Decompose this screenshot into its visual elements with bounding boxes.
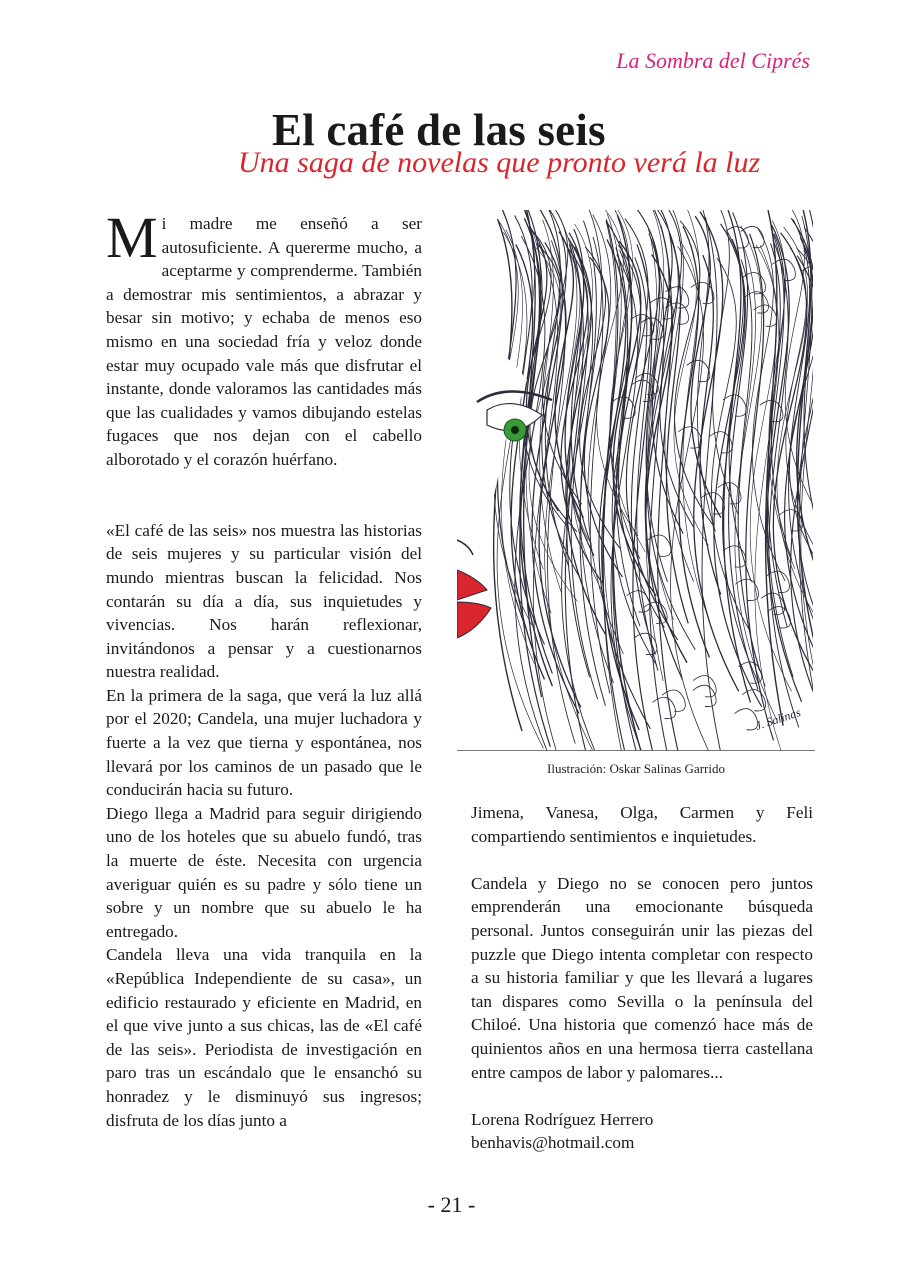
hair-curl <box>741 226 764 247</box>
hair-curl <box>754 305 777 326</box>
illustration-rule <box>457 750 815 751</box>
author-email: benhavis@hotmail.com <box>471 1133 635 1153</box>
author-name: Lorena Rodríguez Herrero <box>471 1109 654 1129</box>
artist-signature: J. Salinas <box>753 705 803 733</box>
hair-strand <box>738 242 765 686</box>
hair-curl <box>723 395 746 416</box>
hair-strand <box>773 233 813 691</box>
page-number: - 21 - <box>427 1192 476 1217</box>
paragraph-5-continued: Jimena, Vanesa, Olga, Carmen y Feli compartiendo sentimientos e inquietudes. <box>471 803 813 846</box>
drop-cap: M <box>106 205 158 270</box>
right-column <box>471 801 813 1155</box>
hair-drawing <box>494 210 813 750</box>
paragraph-5: Candela lleva una vida tranquila en la «República Independiente de su casa», un edificio restaurado y eficiente en Madrid, en el que vive junto a sus chicas, las de «El café de las seis». Periodista de investigación en paro tras un escándalo que le ensanchó su honradez y le disminuyó sus ingresos; disfruta de los días junto a <box>106 945 422 1130</box>
hair-strand <box>501 230 534 664</box>
hair-curl <box>691 282 714 303</box>
article-title: El café de las seis <box>272 105 606 155</box>
hair-curl <box>662 690 685 711</box>
paragraph-6: Candela y Diego no se conocen pero juntos emprenderán una emocionante búsqueda personal. Juntos conseguirán unir las piezas del puzzle que Diego intenta completar con respecto a su historia familiar y que les llevará a lugares tan dispares como Sevilla o la península del Chiloé. Una historia que comenzó hace más de quinientos años en una hermosa tierra castellana entre campos de labor y palomares... <box>471 873 813 1082</box>
hair-curl <box>652 697 675 718</box>
magazine-header: La Sombra del Ciprés <box>616 48 810 73</box>
upper-lip <box>457 570 487 600</box>
hair-curl <box>634 633 657 654</box>
article-subtitle: Una saga de novelas que pronto verá la luz <box>238 146 761 179</box>
illustration-caption: Ilustración: Oskar Salinas Garrido <box>547 761 725 776</box>
illustration <box>457 210 813 750</box>
left-column <box>106 205 422 1132</box>
paragraph-4: Diego llega a Madrid para seguir dirigiendo uno de los hoteles que su abuelo fundó, tras la muerte de éste. Necesita con urgencia averiguar quién es su padre y sólo tiene un sobre y un nombre que su abuelo le ha entregado. <box>106 803 422 941</box>
intro-text: i madre me enseñó a ser autosuficiente. A quererme mucho, a aceptarme y comprenderme. También a demostrar mis sentimientos, a abrazar y besar sin motivo; y echaba de menos eso mismo en una sociedad fría y veloz donde estar muy ocupado vale más que disfrutar el instante, donde valoramos las cantidades más que las cualidades y vamos dibujando estelas fugaces que nos dejan con el cabello alborotado y el corazón huérfano. <box>106 214 422 469</box>
lower-lip <box>457 602 491 638</box>
hair-strand <box>666 234 688 623</box>
hair-curl <box>693 675 716 696</box>
intro-paragraph <box>106 205 422 472</box>
eye-pupil <box>511 426 519 434</box>
paragraph-2: «El café de las seis» nos muestra las historias de seis mujeres y su particular visión del mundo mientras buscan la felicidad. Nos contarán su día a día, sus inquietudes y vivencias. Nos harán reflexionar, invitándonos a pensar y a cuestionarnos nuestra realidad. <box>106 520 422 682</box>
face-drawing <box>457 330 552 638</box>
paragraph-3: En la primera de la saga, que verá la luz allá por el 2020; Candela, una mujer luchadora y fuerte a la vez que tierna y espontánea, nos llevará por los caminos de un pasado que le conducirán hacia su futuro. <box>106 685 422 800</box>
hair-curl <box>745 292 768 313</box>
